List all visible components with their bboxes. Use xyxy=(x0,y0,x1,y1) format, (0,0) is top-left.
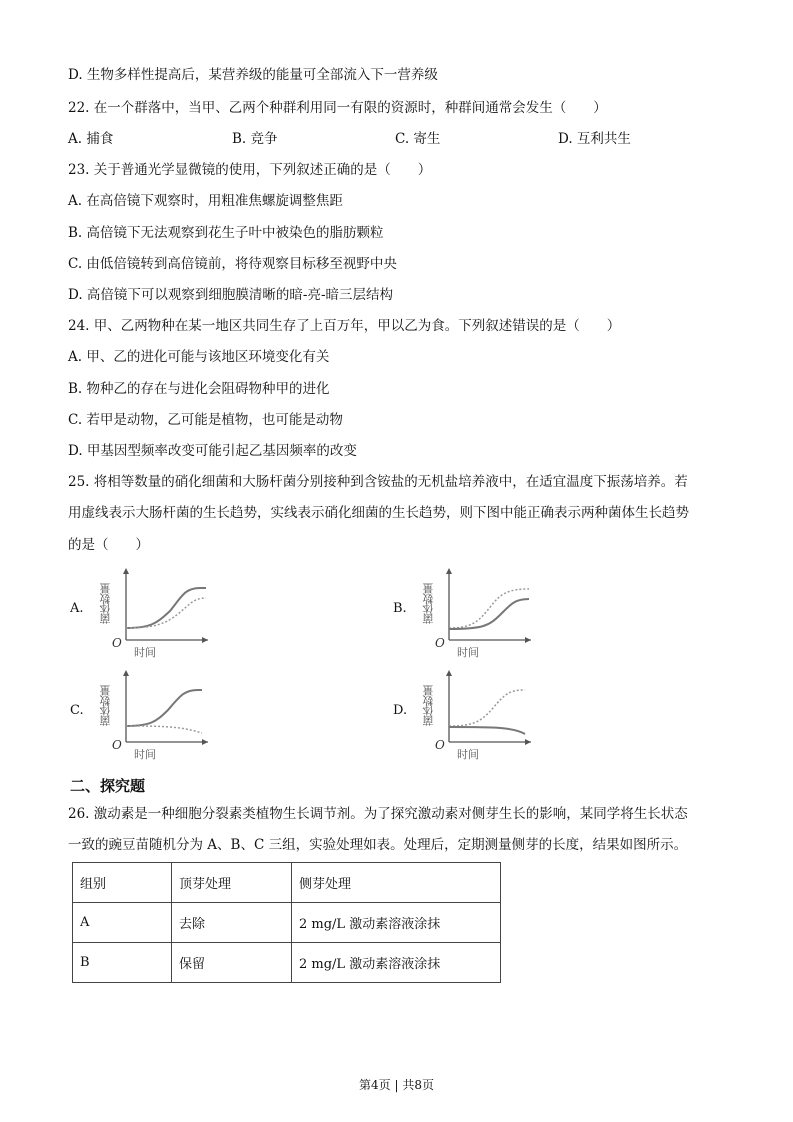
q24-option-a: A. 甲、乙的进化可能与该地区环境变化有关 xyxy=(68,349,330,365)
q25-graph-c xyxy=(70,668,230,763)
table-header-row xyxy=(73,863,501,903)
page-footer: 第4页 | 共8页 xyxy=(359,1078,434,1092)
table-row xyxy=(73,903,501,943)
q21-option-d: D. 生物多样性提高后，某营养级的能量可全部流入下一营养级 xyxy=(68,67,438,83)
graph-option-label: D. xyxy=(393,703,408,718)
q25-graph-b xyxy=(393,566,553,661)
table-cell: 2 mg/L 激动素溶液涂抹 xyxy=(292,943,501,983)
graph-option-label: C. xyxy=(70,703,84,718)
q25-graph-d xyxy=(393,668,553,763)
graph-plot xyxy=(90,668,210,748)
q22-option-d: D. 互利共生 xyxy=(558,131,631,147)
origin-label: O xyxy=(112,738,122,752)
table-row xyxy=(73,943,501,983)
section-title: 二、探究题 xyxy=(70,777,146,795)
q23-option-b: B. 高倍镜下无法观察到花生子叶中被染色的脂肪颗粒 xyxy=(68,225,384,241)
q24-option-c: C. 若甲是动物，乙可能是植物，也可能是动物 xyxy=(68,412,343,428)
q25-graph-a xyxy=(70,566,230,661)
x-axis-label: 时间 xyxy=(134,748,156,761)
q24-option-d: D. 甲基因型频率改变可能引起乙基因频率的改变 xyxy=(68,443,357,459)
table-cell: 2 mg/L 激动素溶液涂抹 xyxy=(292,903,501,943)
q23-option-c: C. 由低倍镜转到高倍镜前，将待观察目标移至视野中央 xyxy=(68,256,397,272)
q25-stem-3: 的是（ ） xyxy=(68,537,149,553)
y-axis-label: 菌体数量 xyxy=(422,686,435,726)
y-axis-label: 菌体数量 xyxy=(422,584,435,624)
q22-option-b: B. 竞争 xyxy=(232,131,278,147)
q24-option-b: B. 物种乙的存在与进化会阻碍物种甲的进化 xyxy=(68,381,330,397)
origin-label: O xyxy=(435,738,445,752)
origin-label: O xyxy=(112,636,122,650)
origin-label: O xyxy=(435,636,445,650)
q24-stem: 24. 甲、乙两物种在某一地区共同生存了上百万年，甲以乙为食。下列叙述错误的是（ ） xyxy=(68,318,621,334)
graph-plot xyxy=(413,566,533,646)
x-axis-label: 时间 xyxy=(134,646,156,659)
q23-stem: 23. 关于普通光学显微镜的使用，下列叙述正确的是（ ） xyxy=(68,162,432,178)
graph-option-label: A. xyxy=(70,601,84,616)
q25-stem-1: 25. 将相等数量的硝化细菌和大肠杆菌分别接种到含铵盐的无机盐培养液中，在适宜温度下振荡培养。若 xyxy=(68,474,688,490)
y-axis-label: 菌体数量 xyxy=(99,584,112,624)
table-cell: 保留 xyxy=(172,943,292,983)
treatment-table xyxy=(72,862,501,983)
graph-option-label: B. xyxy=(393,601,407,616)
q22-option-c: C. 寄生 xyxy=(395,131,441,147)
y-axis-label: 菌体数量 xyxy=(99,686,112,726)
x-axis-label: 时间 xyxy=(457,748,479,761)
q26-stem-1: 26. 激动素是一种细胞分裂素类植物生长调节剂。为了探究激动素对侧芽生长的影响，某同学将生长状态 xyxy=(68,806,688,822)
graph-plot xyxy=(413,668,533,748)
q25-stem-2: 用虚线表示大肠杆菌的生长趋势，实线表示硝化细菌的生长趋势，则下图中能正确表示两种菌体生长趋势 xyxy=(68,505,689,521)
q26-stem-2: 一致的豌豆苗随机分为 A、B、C 三组，实验处理如表。处理后，定期测量侧芽的长度，结果如图所示。 xyxy=(68,837,688,853)
table-header-cell: 侧芽处理 xyxy=(292,863,501,903)
q23-option-a: A. 在高倍镜下观察时，用粗准焦螺旋调整焦距 xyxy=(68,193,343,209)
table-cell: B xyxy=(73,943,172,983)
q22-stem: 22. 在一个群落中，当甲、乙两个种群利用同一有限的资源时，种群间通常会发生（ ） xyxy=(68,100,607,116)
table-header-cell: 组别 xyxy=(73,863,172,903)
table-cell: A xyxy=(73,903,172,943)
graph-plot xyxy=(90,566,210,646)
q23-option-d: D. 高倍镜下可以观察到细胞膜清晰的暗-亮-暗三层结构 xyxy=(68,287,394,303)
table-cell: 去除 xyxy=(172,903,292,943)
x-axis-label: 时间 xyxy=(457,646,479,659)
table-header-cell: 顶芽处理 xyxy=(172,863,292,903)
q22-option-a: A. 捕食 xyxy=(68,131,114,147)
